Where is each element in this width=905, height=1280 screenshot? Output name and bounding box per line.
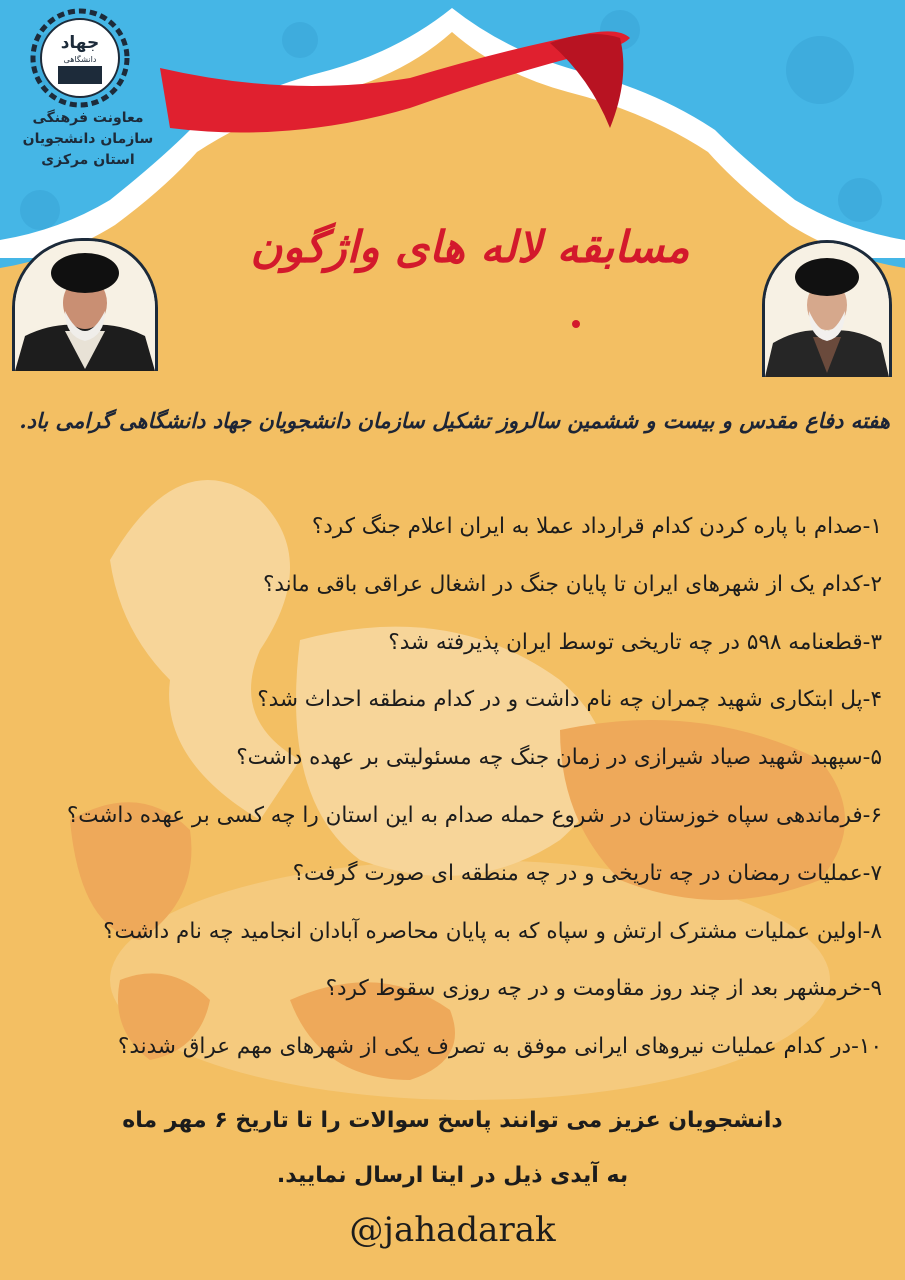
question-item-4: ۴-پل ابتکاری شهید چمران چه نام داشت و در کدام منطقه احداث شد؟	[257, 687, 882, 713]
jahad-logo-icon	[30, 8, 130, 108]
question-item-9: ۹-خرمشهر بعد از چند روز مقاومت و در چه روزی سقوط کرد؟	[325, 976, 882, 1002]
organization-name	[8, 108, 168, 171]
portrait-right	[762, 240, 892, 377]
question-item-8: ۸-اولین عملیات مشترک ارتش و سپاه که به پایان محاصره آبادان انجامید چه نام داشت؟	[103, 918, 882, 944]
org-line-2: سازمان دانشجویان	[22, 131, 154, 147]
logo-subtext: دانشگاهی	[63, 55, 97, 64]
subtitle: هفته دفاع مقدس و بیست و ششمین سالروز تشکیل سازمان دانشجویان جهاد دانشگاهی گرامی باد.	[19, 408, 890, 433]
logo-text: جهاد	[60, 33, 100, 53]
question-item-5: ۵-سپهبد شهید صیاد شیرازی در زمان جنگ چه مسئولیتی بر عهده داشت؟	[236, 745, 882, 771]
question-item-7: ۷-عملیات رمضان در چه تاریخی و در چه منطقه ای صورت گرفت؟	[292, 860, 882, 886]
question-item-10: ۱۰-در کدام عملیات نیروهای ایرانی موفق به تصرف یکی از شهرهای مهم عراق شدند؟	[117, 1034, 882, 1060]
question-list	[10, 498, 890, 1076]
portrait-left	[12, 238, 158, 371]
question-item-3: ۳-قطعنامه ۵۹۸ در چه تاریخی توسط ایران پذیرفته شد؟	[388, 629, 882, 655]
org-line-3: استان مرکزی	[41, 152, 135, 168]
eitaa-handle[interactable]: @jahadarak	[349, 1210, 556, 1250]
footer-instruction-line-1: دانشجویان عزیز می توانند پاسخ سوالات را تا تاریخ ۶ مهر ماه	[122, 1108, 783, 1133]
org-line-1: معاونت فرهنگی	[32, 110, 144, 126]
red-ribbon-icon	[150, 18, 650, 158]
question-item-1: ۱-صدام با پاره کردن کدام قرارداد عملا به ایران اعلام جنگ کرد؟	[311, 514, 882, 539]
portrait-cleric-right-icon	[765, 243, 889, 377]
page-title: مسابقه لاله های واژگون	[250, 222, 690, 273]
title-dot-decoration	[572, 320, 580, 328]
question-item-2: ۲-کدام یک از شهرهای ایران تا پایان جنگ در اشغال عراقی باقی ماند؟	[262, 571, 882, 597]
footer-instruction-line-2: به آیدی ذیل در ایتا ارسال نمایید.	[276, 1163, 629, 1188]
portrait-cleric-left-icon	[15, 241, 155, 371]
question-item-6: ۶-فرماندهی سپاه خوزستان در شروع حمله صدام به این استان را چه کسی بر عهده داشت؟	[66, 802, 882, 828]
